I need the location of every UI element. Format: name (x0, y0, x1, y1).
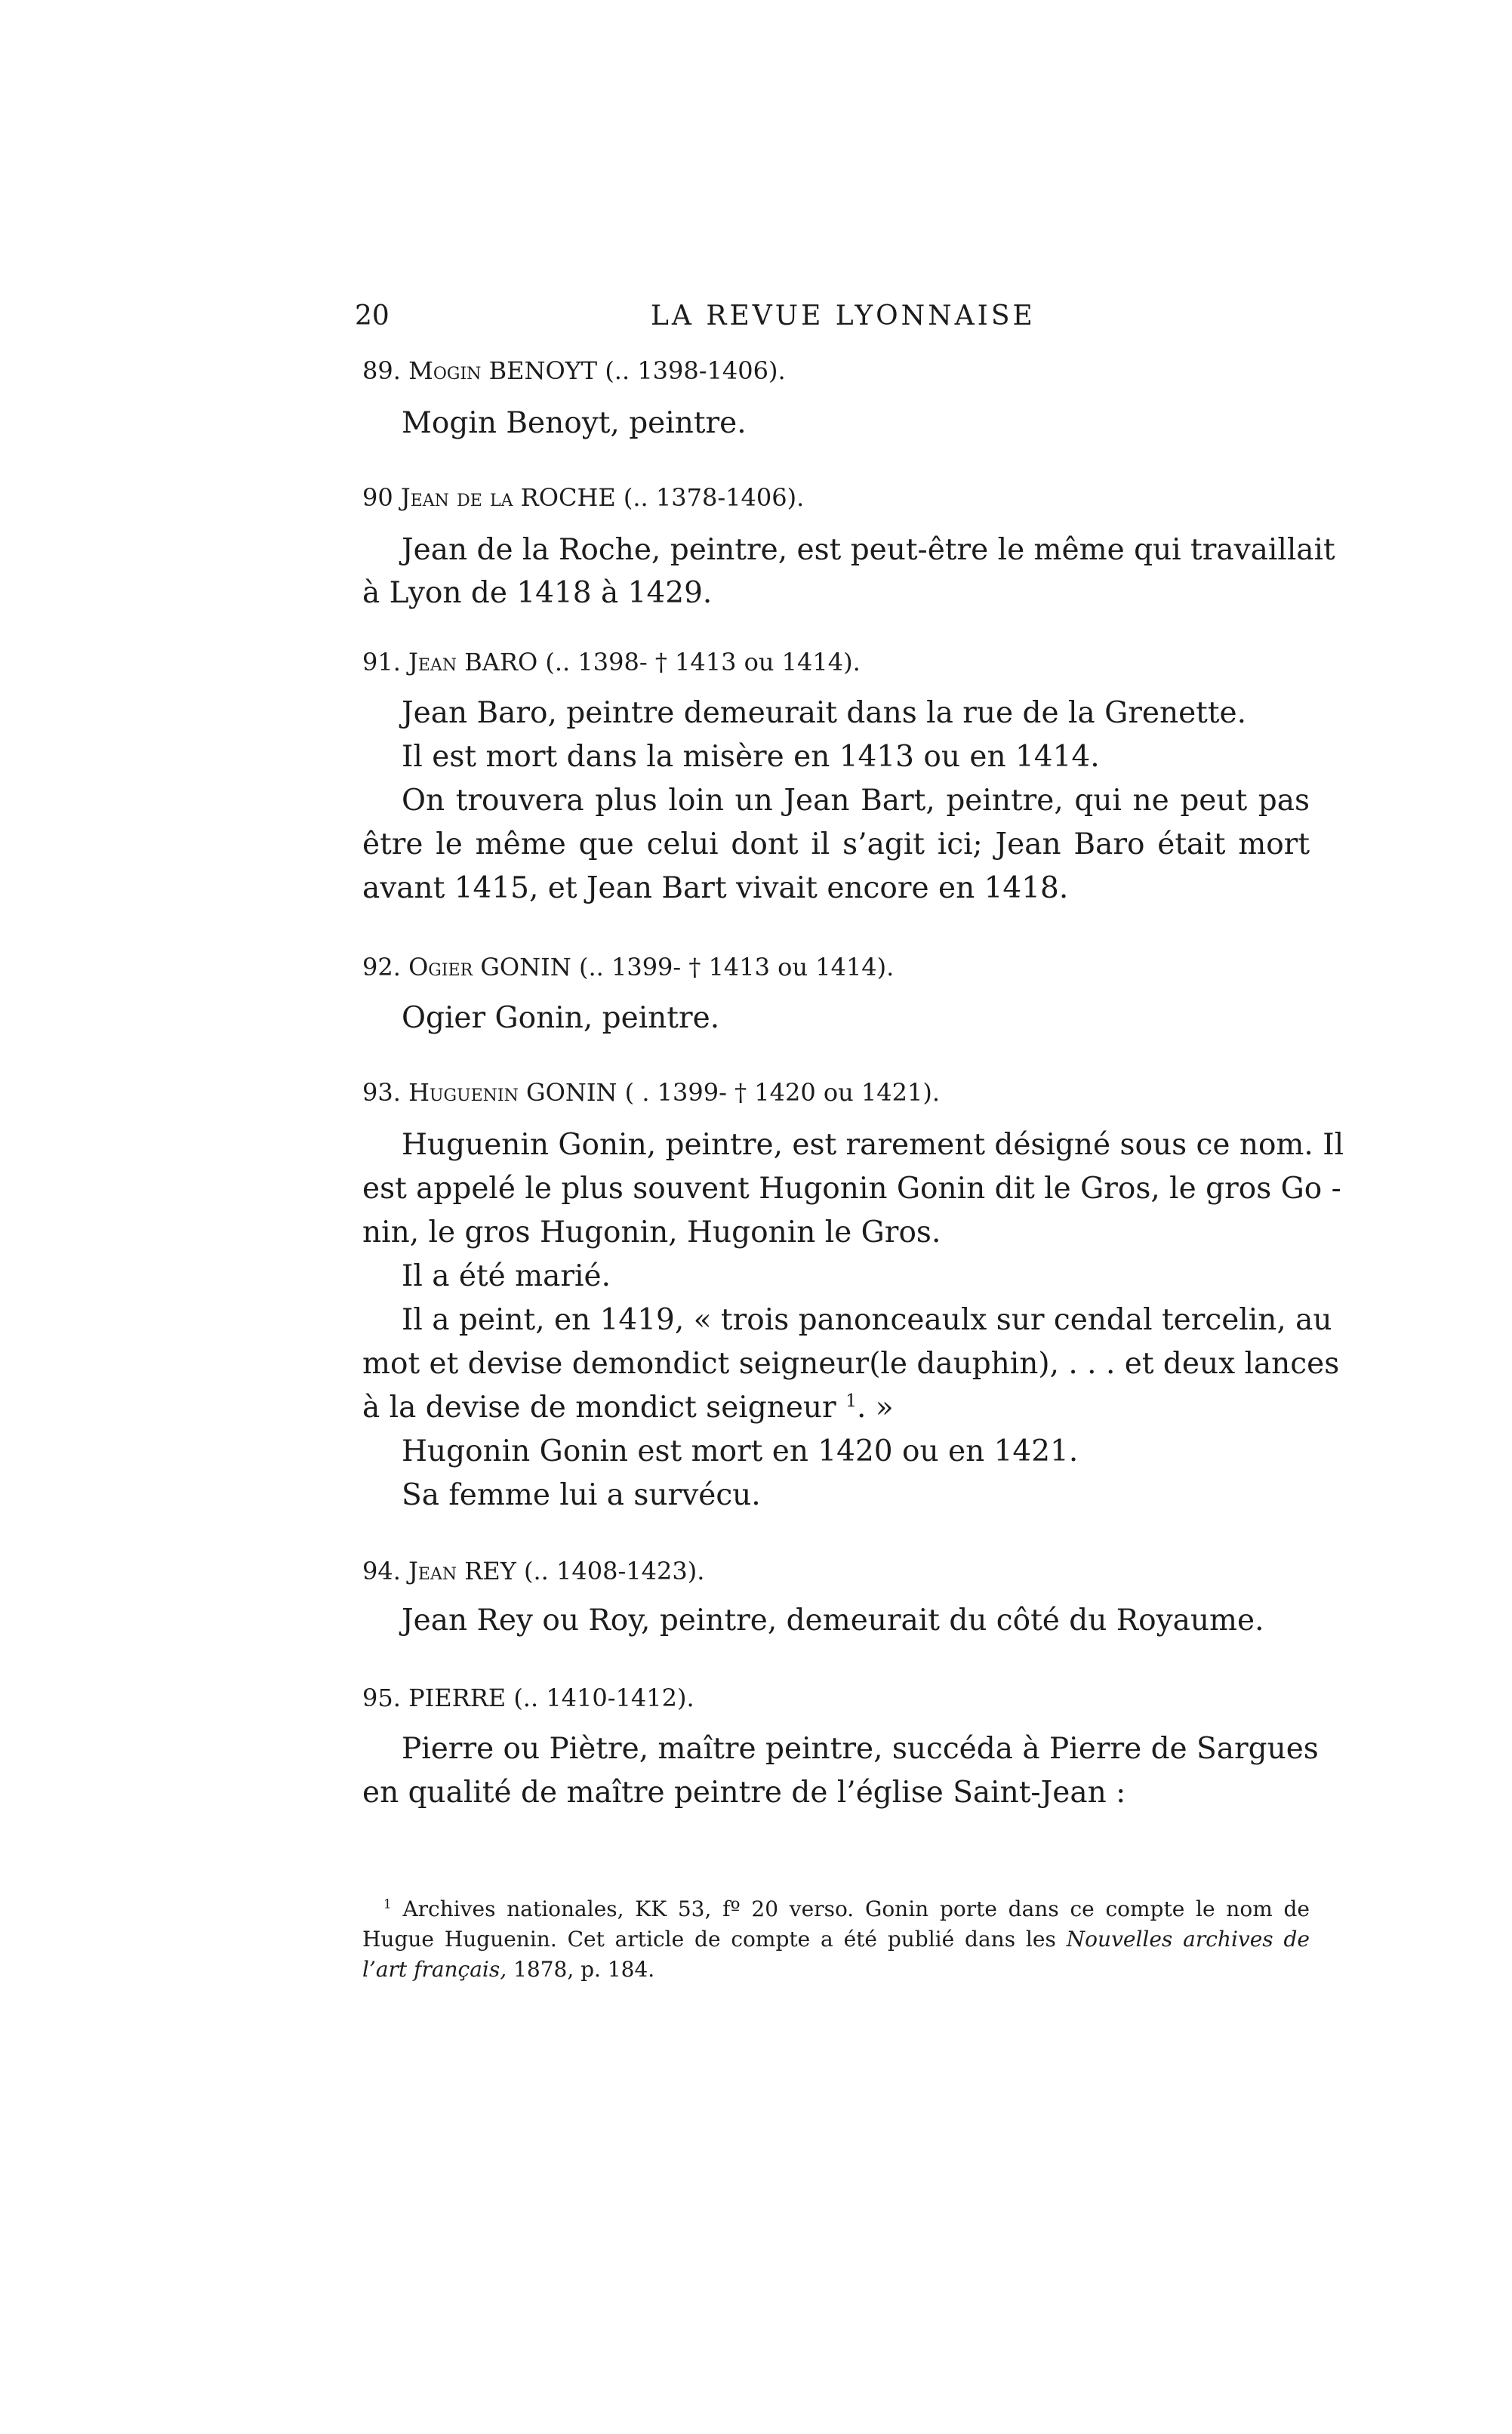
page-number: 20 (355, 300, 390, 331)
entry-heading-92: 92. Ogier GONIN (.. 1399- † 1413 ou 1414). (362, 953, 895, 981)
entry-93-line-9: Sa femme lui a survécu. (402, 1478, 761, 1512)
entry-93-line-1: Huguenin Gonin, peintre, est rarement désigné sous ce nom. Il (402, 1128, 1344, 1162)
entry-heading-94: 94. Jean REY (.. 1408-1423). (362, 1557, 705, 1585)
entry-93-line-2: est appelé le plus souvent Hugonin Gonin dit le Gros, le gros Go - (362, 1172, 1341, 1206)
entry-93-line-5: Il a peint, en 1419, « trois panonceaulx sur cendal tercelin, au (402, 1303, 1332, 1337)
entry-91-line-1: Jean Baro, peintre demeurait dans la rue de la Grenette. (402, 696, 1246, 730)
entry-94-line-1: Jean Rey ou Roy, peintre, demeurait du côté du Royaume. (402, 1604, 1264, 1638)
entry-93-line-3: nin, le gros Hugonin, Hugonin le Gros. (362, 1215, 941, 1249)
entry-91-line-3: On trouvera plus loin un Jean Bart, peintre, qui ne peut pas (402, 784, 1310, 818)
entry-93-line-7: à la devise de mondict seigneur $^1$. » (362, 1390, 894, 1425)
entry-95-line-2: en qualité de maître peintre de l’église Saint-Jean : (362, 1776, 1126, 1810)
entry-92-line-1: Ogier Gonin, peintre. (402, 1001, 720, 1035)
entry-93-line-6: mot et devise demondict seigneur(le dauphin), . . . et deux lances (362, 1347, 1340, 1381)
footnote-line-2: Hugue Huguenin. Cet article de compte a été publié dans les Nouvelles archives de (362, 1927, 1310, 1952)
entry-91-line-4: être le même que celui dont il s’agit ici; Jean Baro était mort (362, 827, 1310, 861)
entry-89-line-1: Mogin Benoyt, peintre. (402, 406, 747, 440)
entry-heading-95: 95. PIERRE (.. 1410-1412). (362, 1684, 694, 1712)
running-title: LA REVUE LYONNAISE (651, 300, 1036, 331)
entry-90-line-1: Jean de la Roche, peintre, est peut-être le même qui travaillait (402, 533, 1335, 567)
entry-heading-91: 91. Jean BARO (.. 1398- † 1413 ou 1414). (362, 648, 861, 676)
entry-90-line-2: à Lyon de 1418 à 1429. (362, 576, 713, 610)
entry-93-line-4: Il a été marié. (402, 1259, 611, 1293)
page-header (355, 300, 1306, 338)
entry-93-line-8: Hugonin Gonin est mort en 1420 ou en 1421. (402, 1434, 1079, 1468)
entry-heading-93: 93. Huguenin GONIN ( . 1399- † 1420 ou 1421). (362, 1078, 940, 1107)
entry-95-line-1: Pierre ou Piètre, maître peintre, succéda à Pierre de Sargues (402, 1732, 1319, 1766)
footnote-reference: 1 (845, 1390, 857, 1411)
footnote-marker: 1 (383, 1896, 392, 1912)
entry-heading-90: 90 Jean de la ROCHE (.. 1378-1406). (362, 483, 805, 512)
entry-heading-89: 89. Mogin BENOYT (.. 1398-1406). (362, 356, 786, 385)
entry-91-line-2: Il est mort dans la misère en 1413 ou en 1414. (402, 740, 1100, 774)
footnote-line-1: $^1$ Archives nationales, KK 53, fº 20 verso. Gonin porte dans ce compte le nom de (383, 1896, 1310, 1921)
footnote-line-3: l’art français, 1878, p. 184. (362, 1957, 655, 1982)
entry-91-line-5: avant 1415, et Jean Bart vivait encore en 1418. (362, 871, 1069, 905)
